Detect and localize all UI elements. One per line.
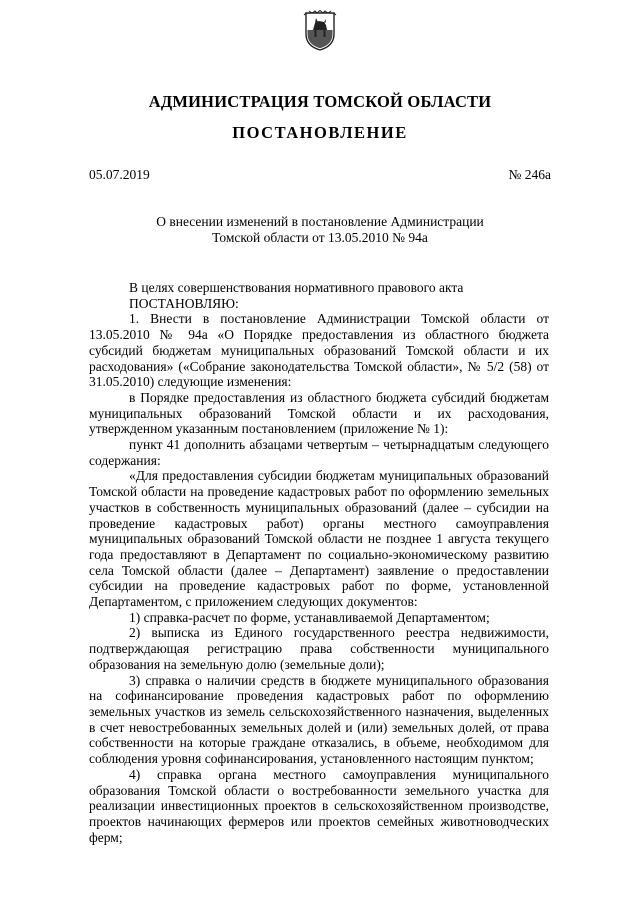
tomsk-region-coat-of-arms-icon <box>303 10 337 52</box>
resolution-keyword: ПОСТАНОВЛЯЮ: <box>129 295 239 311</box>
list-item: 4) справка органа местного самоуправления муниципального образования Томской области о востребованности земельного участка для реализации инвестиционных проектов в сельскохозяйственном производстве, проектов начинающих фермеров или проектов семейных животноводческих ферм; <box>89 766 549 845</box>
subject-line: О внесении изменений в постановление Администрации <box>156 214 484 229</box>
body-paragraph: «Для предоставления субсидии бюджетам муниципальных образований Томской области на проведение кадастровых работ по оформлению земельных участков в собственность муниципальных образований (далее – субсидии на проведение кадастровых работ) органы местного самоуправления муниципальных образований Томской области не позднее 1 августа текущего года предоставляют в Департамент по социально-экономическому развитию села Томской области (далее – Департамент) заявление о предоставлении субсидии на проведение кадастровых работ по форме, установленной Департаментом, с приложением следующих документов: <box>89 468 549 610</box>
document-number: № 246а <box>508 167 551 182</box>
list-item: 1) справка-расчет по форме, устанавливаемой Департаментом; <box>129 609 490 625</box>
document-subject <box>120 214 520 246</box>
document-date: 05.07.2019 <box>89 167 150 182</box>
document-body <box>89 280 549 845</box>
document-type-title: ПОСТАНОВЛЕНИЕ <box>232 123 408 142</box>
subject-line: Томской области от 13.05.2010 № 94а <box>212 230 428 245</box>
preamble-paragraph: В целях совершенствования нормативного правового акта <box>129 280 464 295</box>
list-item: 3) справка о наличии средств в бюджете муниципального образования на софинансирование проведения кадастровых работ по оформлению земельных участков из земель сельскохозяйственного назначения, выделенных в счет невостребованных земельных долей и (или) земельных долей, от права собственности на которые граждане отказались, в объеме, необходимом для соблюдения уровня софинансирования, установленного настоящим пунктом; <box>89 672 549 767</box>
list-item: 2) выписка из Единого государственного реестра недвижимости, подтверждающая регистрацию права собственности муниципального образования на земельную долю (земельные доли); <box>89 625 549 672</box>
body-paragraph: 1. Внести в постановление Администрации Томской области от 13.05.2010 № 94а «О Порядке предоставления из областного бюджета субсидий бюджетам муниципальных образований Томской области и их расходования» («Собрание законодательства Томской области», № 5/2 (58) от 31.05.2010) следующие изменения: <box>89 311 549 390</box>
body-paragraph: в Порядке предоставления из областного бюджета субсидий бюджетам муниципальных образований Томской области и их расходования, утвержденном указанным постановлением (приложение № 1): <box>89 389 549 437</box>
body-paragraph: пункт 41 дополнить абзацами четвертым – четырнадцатым следующего содержания: <box>89 437 549 468</box>
organization-title: АДМИНИСТРАЦИЯ ТОМСКОЙ ОБЛАСТИ <box>148 92 492 111</box>
